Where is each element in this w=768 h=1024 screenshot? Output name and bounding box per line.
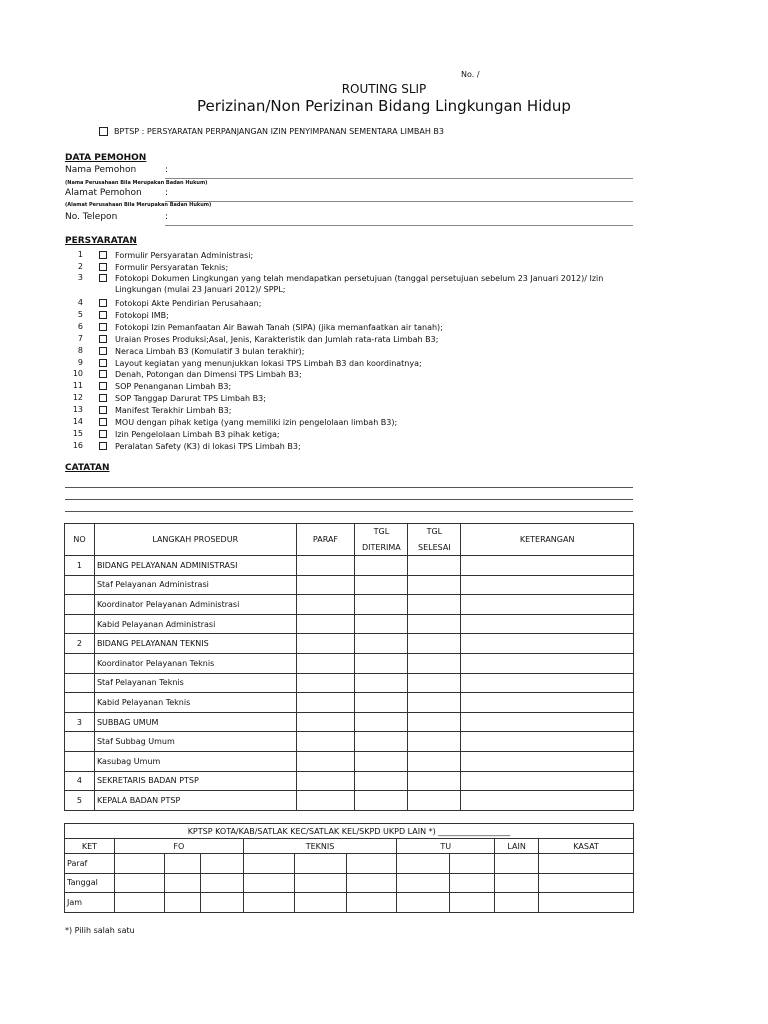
requirement-number: 2 (77, 262, 83, 271)
step-label: Staf Subbag Umum (94, 732, 296, 752)
row-number: 3 (65, 712, 95, 732)
paraf-cell[interactable] (296, 751, 355, 771)
field-label: Alamat Pemohon (65, 188, 142, 198)
paraf-cell[interactable] (296, 673, 355, 693)
col-kasat: KASAT (539, 839, 634, 854)
requirement-text: Izin Pengelolaan Limbah B3 pihak ketiga; (115, 430, 280, 439)
tgl-diterima-cell[interactable] (355, 556, 408, 576)
table-row (65, 873, 634, 893)
field-no-telepon[interactable] (65, 212, 633, 226)
field-line[interactable] (165, 201, 633, 202)
entry-cell[interactable] (539, 854, 634, 874)
tgl-selesai-cell[interactable] (408, 673, 461, 693)
table-row (65, 614, 634, 634)
step-label: Kabid Pelayanan Teknis (94, 693, 296, 713)
tgl-selesai-cell[interactable] (408, 653, 461, 673)
col-lain: LAIN (495, 839, 539, 854)
entry-cell[interactable] (450, 854, 495, 874)
notes-line[interactable] (65, 511, 633, 512)
kptsp-table (64, 823, 634, 913)
requirement-checkbox[interactable] (99, 359, 107, 367)
entry-cell[interactable] (347, 854, 397, 874)
requirement-checkbox[interactable] (99, 251, 107, 259)
tgl-diterima-cell[interactable] (355, 791, 408, 811)
requirement-text: Uraian Proses Produksi;Asal, Jenis, Karakteristik dan Jumlah rata-rata Limbah B3; (115, 335, 439, 344)
table-row (65, 575, 634, 595)
document-title: ROUTING SLIP (341, 82, 427, 96)
keterangan-cell[interactable] (461, 556, 634, 576)
entry-cell[interactable] (450, 893, 495, 913)
table-row (65, 732, 634, 752)
requirement-number: 13 (72, 405, 83, 414)
requirement-checkbox[interactable] (99, 370, 107, 378)
keterangan-cell[interactable] (461, 751, 634, 771)
requirement-text: Layout kegiatan yang menunjukkan lokasi TPS Limbah B3 dan koordinatnya; (115, 359, 422, 368)
entry-cell[interactable] (539, 873, 634, 893)
paraf-cell[interactable] (296, 791, 355, 811)
permit-type-label: BPTSP : PERSYARATAN PERPANJANGAN IZIN PENYIMPANAN SEMENTARA LIMBAH B3 (114, 127, 444, 136)
table-row (65, 751, 634, 771)
row-number (65, 575, 95, 595)
table-row (65, 791, 634, 811)
document-number-label: No. / (461, 70, 480, 79)
row-number (65, 693, 95, 713)
paraf-cell[interactable] (296, 732, 355, 752)
requirement-text: Fotokopi IMB; (115, 311, 169, 320)
requirement-text: Formulir Persyaratan Administrasi; (115, 251, 254, 260)
paraf-cell[interactable] (296, 653, 355, 673)
entry-cell[interactable] (200, 893, 243, 913)
step-label: BIDANG PELAYANAN TEKNIS (94, 634, 296, 654)
requirement-text: Fotokopi Izin Pemanfaatan Air Bawah Tanah (SIPA) (jika memanfaatkan air tanah); (115, 323, 443, 332)
entry-cell[interactable] (347, 873, 397, 893)
paraf-cell[interactable] (296, 556, 355, 576)
table-row (65, 673, 634, 693)
row-number (65, 653, 95, 673)
procedure-header-row (65, 524, 634, 556)
keterangan-cell[interactable] (461, 712, 634, 732)
tgl-selesai-cell[interactable] (408, 595, 461, 615)
header-keterangan: KETERANGAN (461, 524, 634, 556)
step-label: Koordinator Pelayanan Teknis (94, 653, 296, 673)
entry-cell[interactable] (200, 873, 243, 893)
procedure-table (64, 523, 634, 811)
requirement-number: 14 (72, 417, 83, 426)
requirement-text: Fotokopi Dokumen Lingkungan yang telah mendapatkan persetujuan (tanggal persetujuan sebelum 23 Januari 2012)/ Izin Lingkungan (mulai 23 Januari 2012)/ SPPL; (115, 274, 604, 294)
tgl-diterima-cell[interactable] (355, 673, 408, 693)
requirement-number: 6 (77, 322, 83, 331)
entry-cell[interactable] (294, 854, 347, 874)
header-langkah: LANGKAH PROSEDUR (94, 524, 296, 556)
table-row (65, 893, 634, 913)
tgl-diterima-cell[interactable] (355, 653, 408, 673)
persyaratan-heading: PERSYARATAN (65, 236, 137, 246)
header-tgl-selesai (408, 524, 461, 556)
paraf-cell[interactable] (296, 693, 355, 713)
requirement-text: Formulir Persyaratan Teknis; (115, 263, 229, 272)
requirement-text: Manifest Terakhir Limbah B3; (115, 406, 232, 415)
kptsp-header-row (65, 839, 634, 854)
table-row (65, 854, 634, 874)
header-diterima-label: DITERIMA (362, 543, 401, 552)
step-label: Staf Pelayanan Teknis (94, 673, 296, 693)
requirement-text: SOP Tanggap Darurat TPS Limbah B3; (115, 394, 266, 403)
keterangan-cell[interactable] (461, 693, 634, 713)
field-colon: : (165, 212, 169, 222)
entry-cell[interactable] (347, 893, 397, 913)
entry-cell[interactable] (397, 893, 450, 913)
row-number (65, 732, 95, 752)
entry-cell[interactable] (164, 873, 200, 893)
paraf-cell[interactable] (296, 634, 355, 654)
table-row (65, 595, 634, 615)
requirement-text: MOU dengan pihak ketiga (yang memiliki izin pengelolaan limbah B3); (115, 418, 398, 427)
col-ket: KET (65, 839, 115, 854)
requirement-text: Peralatan Safety (K3) di lokasi TPS Limbah B3; (115, 442, 301, 451)
catatan-heading: CATATAN (65, 463, 110, 473)
table-row (65, 771, 634, 791)
tgl-selesai-cell[interactable] (408, 575, 461, 595)
entry-cell[interactable] (495, 893, 539, 913)
tgl-diterima-cell[interactable] (355, 614, 408, 634)
kptsp-title: KPTSP KOTA/KAB/SATLAK KEC/SATLAK KEL/SKPD UKPD LAIN *) __________________ (65, 824, 634, 839)
field-line[interactable] (165, 178, 633, 179)
row-number (65, 614, 95, 634)
step-label: BIDANG PELAYANAN ADMINISTRASI (94, 556, 296, 576)
entry-cell[interactable] (294, 893, 347, 913)
field-label: Nama Pemohon (65, 165, 137, 175)
entry-cell[interactable] (243, 854, 294, 874)
row-number (65, 595, 95, 615)
entry-cell[interactable] (114, 893, 164, 913)
entry-cell[interactable] (200, 854, 243, 874)
tgl-selesai-cell[interactable] (408, 732, 461, 752)
permit-type-option[interactable] (99, 127, 444, 136)
paraf-cell[interactable] (296, 575, 355, 595)
paraf-cell[interactable] (296, 771, 355, 791)
footnote: *) Pilih salah satu (65, 926, 135, 935)
header-paraf: PARAF (296, 524, 355, 556)
requirement-number: 10 (72, 369, 83, 378)
notes-line[interactable] (65, 499, 633, 500)
data-pemohon-heading: DATA PEMOHON (65, 153, 147, 163)
tgl-selesai-cell[interactable] (408, 634, 461, 654)
entry-cell[interactable] (243, 873, 294, 893)
document-subtitle: Perizinan/Non Perizinan Bidang Lingkungan Hidup (197, 97, 571, 115)
entry-cell[interactable] (495, 873, 539, 893)
table-row (65, 712, 634, 732)
step-label: Koordinator Pelayanan Administrasi (94, 595, 296, 615)
row-label: Tanggal (65, 873, 115, 893)
paraf-cell[interactable] (296, 614, 355, 634)
requirement-checkbox[interactable] (99, 382, 107, 390)
requirement-number: 7 (77, 334, 83, 343)
row-number: 1 (65, 556, 95, 576)
requirement-checkbox[interactable] (99, 335, 107, 343)
entry-cell[interactable] (114, 873, 164, 893)
tgl-selesai-cell[interactable] (408, 751, 461, 771)
entry-cell[interactable] (397, 873, 450, 893)
row-label: Paraf (65, 854, 115, 874)
step-label: Kasubag Umum (94, 751, 296, 771)
step-label: SUBBAG UMUM (94, 712, 296, 732)
header-tgl-label: TGL (373, 527, 390, 536)
requirement-number: 3 (77, 273, 83, 282)
field-label: No. Telepon (65, 212, 118, 222)
requirement-checkbox[interactable] (99, 394, 107, 402)
keterangan-cell[interactable] (461, 575, 634, 595)
requirement-number: 9 (77, 358, 83, 367)
permit-type-checkbox[interactable] (99, 127, 108, 136)
table-row (65, 693, 634, 713)
field-note: (Alamat Perusahaan Bila Merupakan Badan Hukum) (65, 202, 212, 208)
field-alamat-pemohon[interactable] (65, 188, 633, 202)
header-no: NO (65, 524, 95, 556)
row-number (65, 751, 95, 771)
requirement-checkbox[interactable] (99, 323, 107, 331)
step-label: Staf Pelayanan Administrasi (94, 575, 296, 595)
keterangan-cell[interactable] (461, 673, 634, 693)
tgl-selesai-cell[interactable] (408, 614, 461, 634)
requirement-checkbox[interactable] (99, 442, 107, 450)
entry-cell[interactable] (397, 854, 450, 874)
header-tgl-diterima (355, 524, 408, 556)
table-row (65, 634, 634, 654)
keterangan-cell[interactable] (461, 732, 634, 752)
row-number (65, 673, 95, 693)
keterangan-cell[interactable] (461, 634, 634, 654)
requirement-checkbox[interactable] (99, 311, 107, 319)
tgl-selesai-cell[interactable] (408, 771, 461, 791)
requirement-number: 8 (77, 346, 83, 355)
paraf-cell[interactable] (296, 595, 355, 615)
col-teknis: TEKNIS (243, 839, 397, 854)
entry-cell[interactable] (114, 854, 164, 874)
requirement-text: Denah, Potongan dan Dimensi TPS Limbah B3; (115, 370, 302, 379)
requirement-text: Fotokopi Akte Pendirian Perusahaan; (115, 299, 262, 308)
col-fo: FO (114, 839, 243, 854)
requirement-number: 1 (77, 250, 83, 259)
tgl-diterima-cell[interactable] (355, 595, 408, 615)
requirement-number: 12 (72, 393, 83, 402)
tgl-diterima-cell[interactable] (355, 693, 408, 713)
table-row (65, 653, 634, 673)
requirement-number: 16 (72, 441, 83, 450)
entry-cell[interactable] (495, 854, 539, 874)
notes-line[interactable] (65, 487, 633, 488)
requirement-checkbox[interactable] (99, 263, 107, 271)
paraf-cell[interactable] (296, 712, 355, 732)
tgl-diterima-cell[interactable] (355, 712, 408, 732)
field-colon: : (165, 188, 169, 198)
tgl-diterima-cell[interactable] (355, 634, 408, 654)
keterangan-cell[interactable] (461, 653, 634, 673)
requirement-checkbox[interactable] (99, 274, 107, 282)
tgl-selesai-cell[interactable] (408, 712, 461, 732)
step-label: SEKRETARIS BADAN PTSP (94, 771, 296, 791)
entry-cell[interactable] (243, 893, 294, 913)
row-label: Jam (65, 893, 115, 913)
requirement-checkbox[interactable] (99, 347, 107, 355)
tgl-diterima-cell[interactable] (355, 732, 408, 752)
requirement-text: Neraca Limbah B3 (Komulatif 3 bulan terakhir); (115, 347, 305, 356)
keterangan-cell[interactable] (461, 614, 634, 634)
field-line[interactable] (165, 225, 633, 226)
row-number: 2 (65, 634, 95, 654)
field-note: (Nama Perusahaan Bila Merupakan Badan Hukum) (65, 180, 208, 186)
row-number: 5 (65, 791, 95, 811)
step-label: KEPALA BADAN PTSP (94, 791, 296, 811)
entry-cell[interactable] (164, 893, 200, 913)
requirement-number: 15 (72, 429, 83, 438)
tgl-selesai-cell[interactable] (408, 791, 461, 811)
kptsp-title-row (65, 824, 634, 839)
requirement-checkbox[interactable] (99, 418, 107, 426)
requirement-number: 5 (77, 310, 83, 319)
requirement-number: 11 (72, 381, 83, 390)
tgl-selesai-cell[interactable] (408, 556, 461, 576)
entry-cell[interactable] (294, 873, 347, 893)
entry-cell[interactable] (164, 854, 200, 874)
field-colon: : (165, 165, 169, 175)
tgl-diterima-cell[interactable] (355, 575, 408, 595)
header-tgl-label: TGL (426, 527, 443, 536)
requirement-number: 4 (77, 298, 83, 307)
row-number: 4 (65, 771, 95, 791)
requirement-checkbox[interactable] (99, 299, 107, 307)
header-selesai-label: SELESAI (418, 543, 451, 552)
tgl-diterima-cell[interactable] (355, 751, 408, 771)
requirement-text: SOP Penanganan Limbah B3; (115, 382, 232, 391)
field-nama-pemohon[interactable] (65, 165, 633, 179)
keterangan-cell[interactable] (461, 771, 634, 791)
entry-cell[interactable] (539, 893, 634, 913)
requirement-checkbox[interactable] (99, 430, 107, 438)
step-label: Kabid Pelayanan Administrasi (94, 614, 296, 634)
keterangan-cell[interactable] (461, 595, 634, 615)
tgl-selesai-cell[interactable] (408, 693, 461, 713)
keterangan-cell[interactable] (461, 791, 634, 811)
col-tu: TU (397, 839, 495, 854)
tgl-diterima-cell[interactable] (355, 771, 408, 791)
entry-cell[interactable] (450, 873, 495, 893)
table-row (65, 556, 634, 576)
requirement-checkbox[interactable] (99, 406, 107, 414)
